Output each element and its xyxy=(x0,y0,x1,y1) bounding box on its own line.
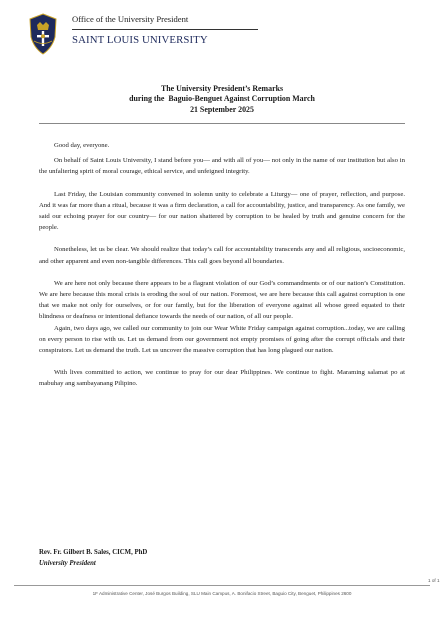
university-name: SAINT LOUIS UNIVERSITY xyxy=(72,34,208,46)
remarks-body xyxy=(39,140,405,390)
title-line-1: The University President’s Remarks xyxy=(160,84,284,93)
header-divider xyxy=(72,29,258,30)
paragraph-4: We are here not only because there appears to be a flagrant violation of our God’s commandments or of our nation’s Constitution. We are here because this moral crisis is eroding the soul of our nation. Foremost, we are here because this call against corruption is one that we make not only for ourselves, or for our family, but for the liberation of everyone against all whose greed equated to their blindness or deafness or intentional defiance towards the needs of our nation, of all our people. xyxy=(39,279,405,321)
title-line-2: during the Baguio-Benguet Against Corruption March xyxy=(129,94,315,104)
signatory-name: Rev. Fr. Gilbert B. Sales, CICM, PhD xyxy=(39,549,148,556)
greeting: Good day, everyone. xyxy=(54,142,110,149)
page-number: 1 of 1 xyxy=(428,578,440,583)
paragraph-5: Again, two days ago, we called our community to join our Wear White Friday campaign against corruption...today, we are calling on every person to rise with us. Let us demand from our government not empty promises of going after the corrupt officials and their conspirators. Let us demand the truth. Let us uncover the massive corruption that has long plagued our nation. xyxy=(39,324,405,355)
paragraph-1: On behalf of Saint Louis University, I stand before you— and with all of you— not only in the name of our institution but also in the unfaltering spirit of moral courage, ethical service, and unfeigned integrity. xyxy=(39,157,405,176)
paragraph-3: Nonetheless, let us be clear. We should realize that today’s call for accountability transcends any and all religious, socioeconomic, and other apparent and even non-tangible differences. This call goes beyond all boundaries. xyxy=(39,246,405,265)
footer-address: 1F Administrative Center, José Burgos Building, SLU Main Campus, A. Bonifacio Street, Baguio City, Benguet, Philippines 2600 xyxy=(92,591,352,596)
document-title xyxy=(0,84,444,115)
university-seal-logo xyxy=(28,13,58,55)
paragraph-6: With lives committed to action, we continue to pray for our dear Philippines. We continue to fight. Maraming salamat po at mabuhay ang sambayanang Pilipino. xyxy=(39,369,405,388)
office-name: Office of the University President xyxy=(72,14,189,24)
title-divider xyxy=(39,123,405,124)
paragraph-2: Last Friday, the Louisian community convened in solemn unity to celebrate a Liturgy— one of prayer, reflection, and purpose. And it was far more than a ritual, because it was a firm declaration, a call for accountability, justice, and transparency. As one family, we said our echoing prayer for our country— for our nation shattered by corruption to be healed by truth and genuine concern for the people. xyxy=(39,190,405,232)
title-date: 21 September 2025 xyxy=(190,104,254,114)
footer-divider xyxy=(14,585,430,586)
signature-block xyxy=(39,547,147,569)
signatory-title: University President xyxy=(39,560,96,568)
